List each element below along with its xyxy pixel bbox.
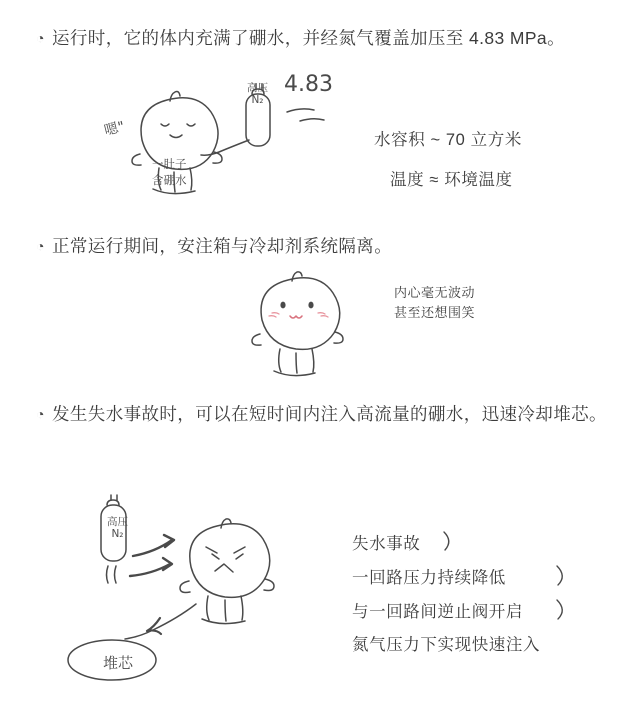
core-injection-path: [125, 604, 196, 639]
figure1-sketch: [104, 88, 344, 218]
face-angry: [206, 547, 245, 572]
loca-note-item: 与一回路间逆止阀开启: [352, 602, 523, 621]
paragraph-operating: [36, 24, 611, 52]
paragraph-normal-operation-text: 正常运行期间，安注箱与冷却剂系统隔离。: [52, 236, 393, 256]
accumulator-body: [252, 272, 343, 376]
injection-arrows: [130, 535, 174, 576]
loca-note-item: 失水事故: [352, 535, 421, 553]
paragraph-normal-operation: [36, 232, 611, 260]
note-water-volume: 水容积 ~ 70 立方米: [374, 131, 522, 149]
pressure-value-label: 4.83: [284, 72, 333, 97]
bullet-icon: ◔: [36, 238, 45, 254]
accumulator-body: [180, 519, 274, 624]
loca-note-item: 一回路压力持续降低: [352, 568, 506, 587]
loca-note-list: [352, 528, 540, 663]
bullet-icon: ◔: [36, 30, 45, 46]
note-calm-line1: 内心毫无波动: [394, 285, 476, 300]
paragraph-loca-text: 发生失水事故时，可以在短时间内注入高流量的硼水，迅速冷却堆芯。: [52, 404, 607, 424]
bullet-icon: ◔: [36, 406, 45, 422]
reactor-core-label: 堆芯: [103, 654, 134, 672]
figure-accumulator-pressurized: [104, 88, 344, 218]
belly-label-line2: 含硼水: [152, 173, 187, 187]
nitrogen-tank-label: 高压 N₂: [247, 82, 268, 107]
face-blush-smile: [269, 302, 328, 318]
figure-accumulator-isolated: [240, 272, 400, 402]
sound-effect-label: 嗯": [102, 118, 127, 140]
paragraph-loca: [36, 400, 611, 428]
nitrogen-tank-label-2: 高压 N₂: [107, 516, 128, 541]
paragraph-operating-text: 运行时，它的体内充满了硼水，并经氮气覆盖加压至 4.83 MPa。: [52, 28, 565, 48]
note-temperature: 温度 ≈ 环境温度: [390, 171, 513, 189]
figure2-sketch: [240, 272, 400, 402]
motion-ticks: [287, 109, 324, 121]
face-closed-eyes-smile: [161, 124, 195, 138]
loca-note-item: 氮气压力下实现快速注入: [352, 636, 541, 655]
tank-to-vessel-pipe: [201, 140, 249, 155]
nitrogen-flow-arrows: [107, 566, 117, 583]
note-calm-line2: 甚至还想围笑: [394, 305, 476, 320]
belly-label-line1: 一肚子: [152, 157, 187, 171]
